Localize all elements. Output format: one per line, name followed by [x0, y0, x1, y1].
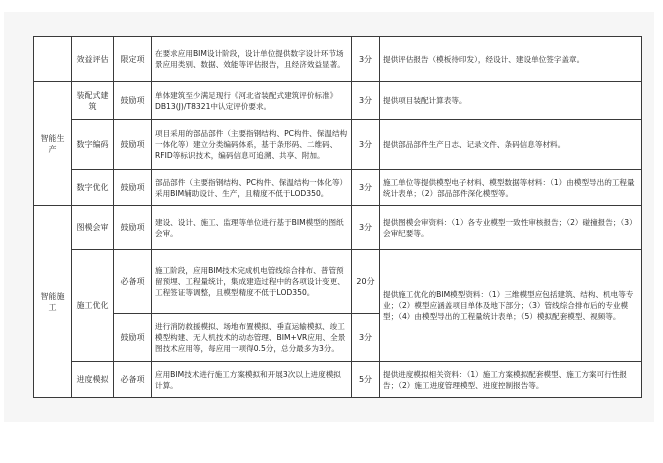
table-row [34, 170, 642, 206]
requirement-type-cell: 必备项 [114, 362, 152, 398]
material-cell: 施工单位等提供模型电子材料、模型数据等材料：（1）由模型导出的工程量统计表单；（2）部品部件深化模型等。 [380, 170, 642, 206]
content-cell: 项目采用的部品部件（主要指钢结构、PC构件、保温结构一体化等）建立分类编码体系，基于条形码、二维码、RFID等标识技术，编码信息可追溯、共享、附加。 [152, 120, 352, 170]
content-cell: 建设、设计、施工、监理等单位进行基于BIM模型的图纸会审。 [152, 206, 352, 250]
material-cell: 提供评估报告（模板待印发），经设计、建设单位签字盖章。 [380, 37, 642, 82]
table-row [34, 120, 642, 170]
subcategory-cell: 施工优化 [72, 250, 114, 362]
score-cell: 5分 [352, 362, 380, 398]
subcategory-cell: 图模会审 [72, 206, 114, 250]
material-cell: 提供施工优化的BIM模型资料：（1）三维模型应包括建筑、结构、机电等专业；（2）模型应涵盖项目单体及地下部分；（3）管线综合排布后的专业模型；（4）由模型导出的工程量统计表单；（5）模拟配套模型、视频等。 [380, 250, 642, 362]
content-cell: 单体建筑至少满足现行《河北省装配式建筑评价标准》DB13(J)/T8321中认定评价要求。 [152, 82, 352, 120]
subcategory-cell: 效益评估 [72, 37, 114, 82]
score-cell: 3分 [352, 120, 380, 170]
material-cell: 提供项目装配计算表等。 [380, 82, 642, 120]
category-cell [34, 37, 72, 82]
material-cell: 提供进度模拟相关资料：（1）施工方案模拟配套模型、施工方案可行性报告；（2）施工进度管理模型、进度控制报告等。 [380, 362, 642, 398]
subcategory-cell: 数字优化 [72, 170, 114, 206]
requirement-type-cell: 限定项 [114, 37, 152, 82]
requirement-type-cell: 鼓励项 [114, 314, 152, 362]
score-cell: 3分 [352, 170, 380, 206]
table-row [34, 206, 642, 250]
score-cell: 3分 [352, 37, 380, 82]
table-row [34, 82, 642, 120]
subcategory-cell: 数字编码 [72, 120, 114, 170]
score-cell: 3分 [352, 314, 380, 362]
material-cell: 提供部品部件生产日志、记录文件、条码信息等材料。 [380, 120, 642, 170]
requirement-type-cell: 鼓励项 [114, 170, 152, 206]
score-cell: 20分 [352, 250, 380, 314]
subcategory-cell: 进度模拟 [72, 362, 114, 398]
requirement-type-cell: 必备项 [114, 250, 152, 314]
evaluation-table [33, 36, 642, 398]
requirement-type-cell: 鼓励项 [114, 82, 152, 120]
content-cell: 施工阶段，应用BIM技术完成机电管线综合排布、普管预留预埋、工程量统计，集成建造过程中的各项设计变更、工程签证等调整，且模型精度不低于LOD350。 [152, 250, 352, 314]
table-row [34, 250, 642, 314]
requirement-type-cell: 鼓励项 [114, 120, 152, 170]
score-cell: 3分 [352, 206, 380, 250]
content-cell: 应用BIM技术进行施工方案模拟和开展3次以上进度模拟计算。 [152, 362, 352, 398]
material-cell: 提供图模会审资料：（1）各专业模型一致性审核报告；（2）碰撞报告；（3）会审纪要等。 [380, 206, 642, 250]
category-cell: 智能生产 [34, 82, 72, 206]
subcategory-cell: 装配式建筑 [72, 82, 114, 120]
requirement-type-cell: 鼓励项 [114, 206, 152, 250]
table-row [34, 362, 642, 398]
content-cell: 在要求应用BIM设计阶段，设计单位提供数字设计环节场景应用类别、数据、效能等评估报告，且经济效益显著。 [152, 37, 352, 82]
category-cell: 智能施工 [34, 206, 72, 398]
table-row [34, 37, 642, 82]
content-cell: 进行消防救援模拟、场地布置模拟、垂直运输模拟、竣工模型构建、无人机技术的动态管理、BIM+VR应用、全景图技术应用等，每应用一项得0.5分，总分最多为3分。 [152, 314, 352, 362]
score-cell: 3分 [352, 82, 380, 120]
content-cell: 部品部件（主要指钢结构、PC构件、保温结构一体化等）采用BIM辅助设计、生产，且精度不低于LOD350。 [152, 170, 352, 206]
